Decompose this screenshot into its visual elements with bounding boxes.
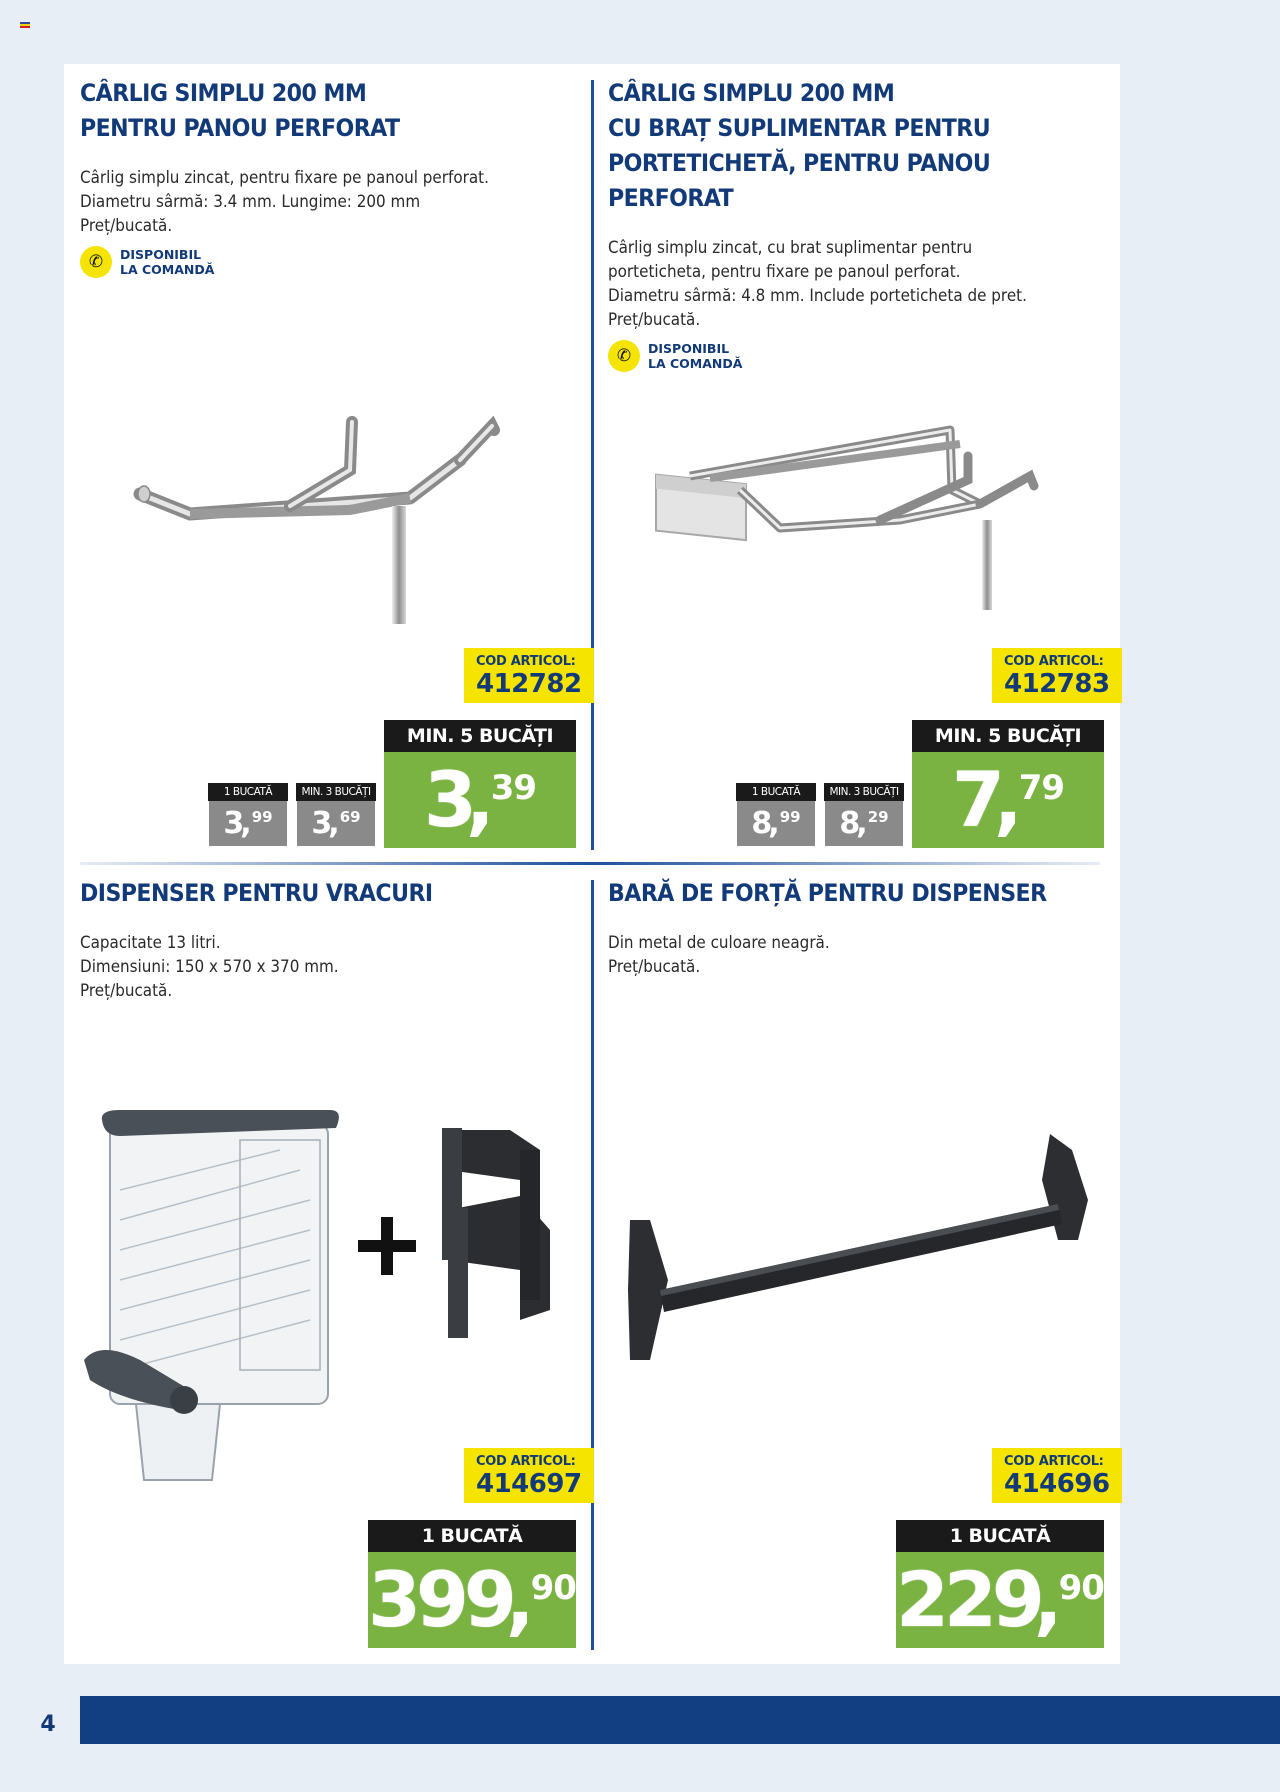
phone-icon: ✆: [608, 340, 640, 372]
product-card-412783: [608, 76, 1128, 372]
price-tier-1: 1 BUCATĂ 3 , 99: [208, 783, 288, 847]
product-card-414696: [608, 876, 1128, 979]
phone-icon: ✆: [80, 246, 112, 278]
hook-with-label-holder-icon: [650, 420, 1060, 620]
availability-badge: ✆ DISPONIBIL LA COMANDĂ: [80, 246, 600, 278]
product-card-414697: [80, 876, 600, 1003]
product-code-badge: COD ARTICOL: 412783: [992, 648, 1122, 703]
product-title: CÂRLIG SIMPLU 200 MM CU BRAȚ SUPLIMENTAR PENTRU PORTETICHETĂ, PENTRU PANOU PERFORAT: [608, 79, 991, 212]
product-description: Din metal de culoare neagră. Preț/bucată.: [608, 933, 830, 976]
product-card-412782: [80, 76, 600, 278]
page-number: 4: [40, 1711, 56, 1737]
horizontal-divider: [80, 862, 1100, 865]
product-description: Capacitate 13 litri. Dimensiuni: 150 x 570 x 370 mm. Preț/bucată.: [80, 933, 339, 1000]
price-tier-2: MIN. 3 BUCĂȚI 8 , 29: [824, 783, 904, 847]
main-price-badge: MIN. 5 BUCĂȚI 7 , 79: [912, 720, 1104, 848]
availability-badge: ✆ DISPONIBIL LA COMANDĂ: [608, 340, 1128, 372]
footer-bar: [80, 1696, 1280, 1744]
product-description: Cârlig simplu zincat, pentru fixare pe panoul perforat. Diametru sârmă: 3.4 mm. Lungime: 200 mm Preț/bucată.: [80, 168, 489, 235]
support-bar-icon: [610, 1120, 1090, 1380]
main-price-badge: 1 BUCATĂ 399 , 90: [368, 1520, 576, 1648]
flag-icon: [20, 22, 30, 28]
product-title: BARĂ DE FORȚĂ PENTRU DISPENSER: [608, 879, 1047, 907]
price-tier-1: 1 BUCATĂ 8 , 99: [736, 783, 816, 847]
product-title: CÂRLIG SIMPLU 200 MM PENTRU PANOU PERFORAT: [80, 79, 400, 142]
hook-icon: [130, 390, 520, 630]
product-code-badge: COD ARTICOL: 414697: [464, 1448, 594, 1503]
main-price-badge: MIN. 5 BUCĂȚI 3 , 39: [384, 720, 576, 848]
main-price-badge: 1 BUCATĂ 229 , 90: [896, 1520, 1104, 1648]
price-tier-2: MIN. 3 BUCĂȚI 3 , 69: [296, 783, 376, 847]
product-code-badge: COD ARTICOL: 414696: [992, 1448, 1122, 1503]
product-description: Cârlig simplu zincat, cu brat suplimentar pentru porteticheta, pentru fixare pe panoul perforat. Diametru sârmă: 4.8 mm. Include porteticheta de pret. Preț/bucată.: [608, 238, 1027, 329]
product-title: DISPENSER PENTRU VRACURI: [80, 879, 433, 907]
product-code-badge: COD ARTICOL: 412782: [464, 648, 594, 703]
